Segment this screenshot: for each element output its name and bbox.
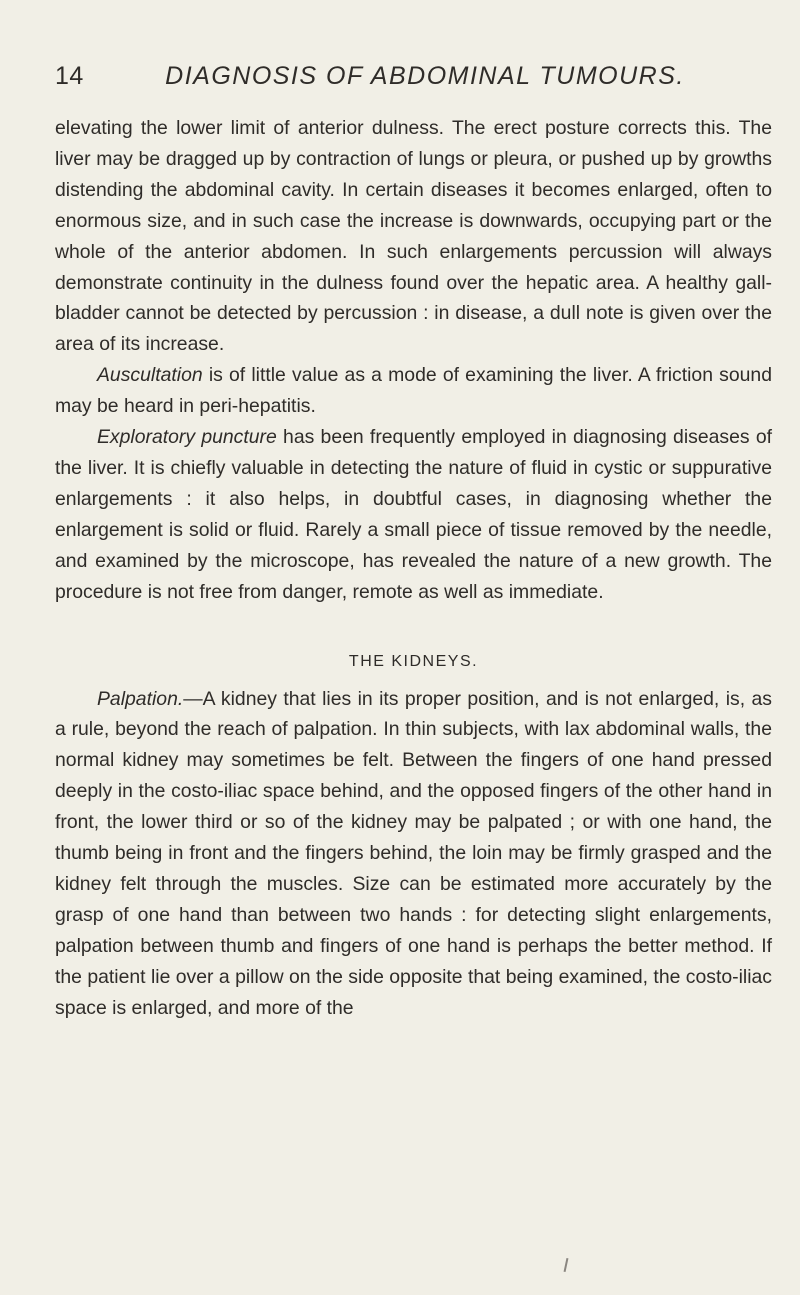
running-title: DIAGNOSIS OF ABDOMINAL TUMOURS.: [165, 62, 685, 90]
exploratory-puncture-paragraph: [55, 422, 772, 607]
printer-signature-mark: [564, 1258, 569, 1272]
palpation-paragraph: [55, 684, 772, 1024]
page-number: 14: [55, 62, 84, 90]
auscultation-text: is of little value as a mode of examining the liver. A friction sound may be heard in peri-hepatitis.: [55, 364, 772, 418]
exploratory-puncture-text: has been frequently employed in diagnosing diseases of the liver. It is chiefly valuable in detecting the nature of fluid in cystic or suppurative enlargements : it also helps, in doubtful cases, in diagnosing whether the enlargement is solid or fluid. Rarely a small piece of tissue removed by the needle, and examined by the microscope, has revealed the nature of a new growth. The procedure is not free from danger, remote as well as immediate.: [55, 426, 772, 603]
liver-paragraph: elevating the lower limit of anterior dulness. The erect posture corrects this. The liver may be dragged up by contraction of lungs or pleura, or pushed up by growths distending the abdominal cavity. In certain diseases it becomes enlarged, often to enormous size, and in such case the increase is downwards, occupying part or the whole of the anterior abdomen. In such enlargements percussion will always demonstrate continuity in the dulness found over the hepatic area. A healthy gall-bladder cannot be detected by percussion : in disease, a dull note is given over the area of its increase.: [55, 117, 772, 356]
palpation-term: Palpation.: [97, 687, 184, 710]
page-header: [55, 62, 775, 94]
exploratory-puncture-term: Exploratory puncture: [97, 426, 277, 449]
section-heading-kidneys: THE KIDNEYS.: [348, 652, 479, 670]
auscultation-term: Auscultation: [97, 364, 203, 387]
page-body: [55, 113, 772, 1023]
auscultation-paragraph: [55, 360, 772, 422]
palpation-text: —A kidney that lies in its proper position, and is not enlarged, is, as a rule, beyond the reach of palpation. In thin subjects, with lax abdominal walls, the normal kidney may sometimes be felt. Between the fingers of one hand pressed deeply in the costo-iliac space behind, and the opposed fingers of the other hand in front, the lower third or so of the kidney may be palpated ; or with one hand, the thumb being in front and the fingers behind, the loin may be firmly grasped and the kidney felt through the muscles. Size can be estimated more accurately by the grasp of one hand than between two hands : for detecting slight enlargements, palpation between thumb and fingers of one hand is perhaps the better method. If the patient lie over a pillow on the side opposite that being examined, the costo-iliac space is enlarged, and more of the: [55, 687, 772, 1019]
